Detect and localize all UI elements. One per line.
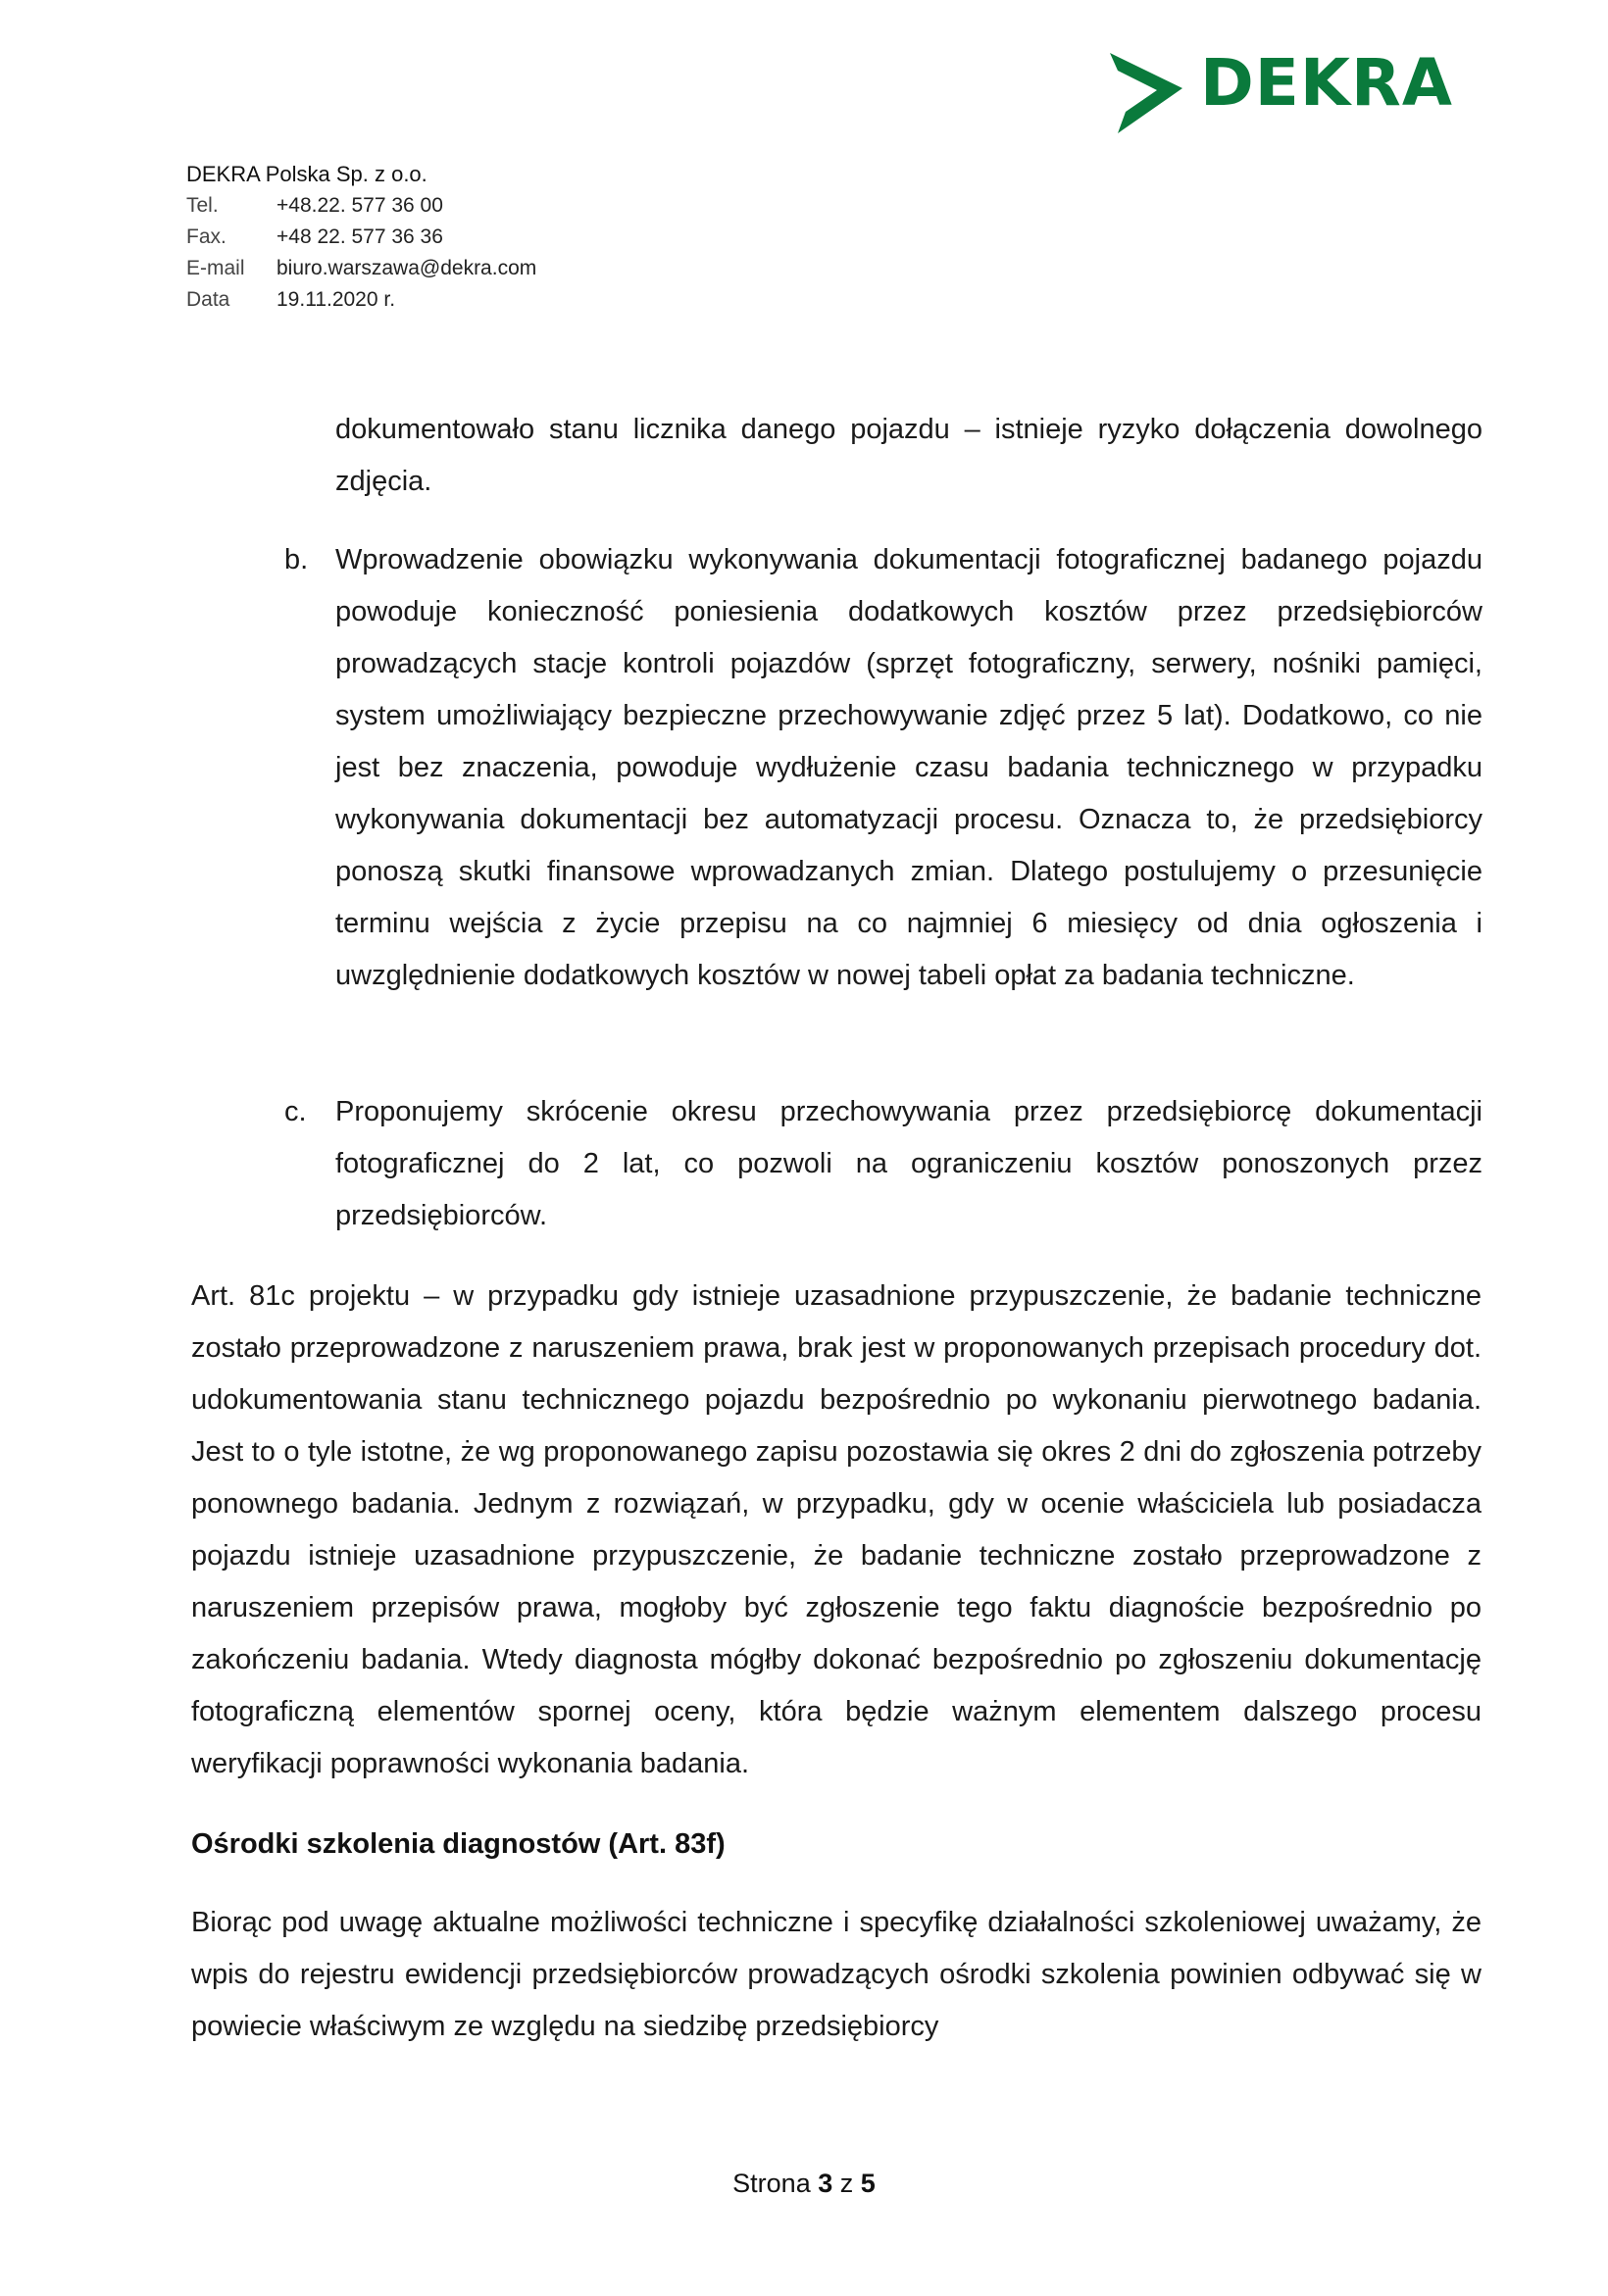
section-heading: Ośrodki szkolenia diagnostów (Art. 83f) [191,1828,726,1860]
contact-row-fax [186,222,536,253]
page-current: 3 [818,2169,833,2198]
list-item-c [284,1086,1482,1242]
contact-row-date [186,284,536,316]
contact-value: +48.22. 577 36 00 [276,194,443,217]
contact-value: +48 22. 577 36 36 [276,225,443,248]
contact-label: Tel. [186,194,219,217]
list-marker: c. [284,1096,307,1127]
list-marker: b. [284,544,309,575]
contact-value: biuro.warszawa@dekra.com [276,257,537,279]
logo-text: DEKRA [1200,45,1453,121]
contact-label: E-mail [186,257,245,279]
page-label: Strona [732,2169,811,2198]
list-item-text: Wprowadzenie obowiązku wykonywania dokumentacji fotograficznej badanego pojazdu powoduje konieczność poniesienia dodatkowych kosztów przez przedsiębiorców prowadzących stacje kontroli pojazdów (sprzęt fotograficzny, serwery, nośniki pamięci, system umożliwiający bezpieczne przechowywanie zdjęć przez 5 lat). Dodatkowo, co nie jest bez znaczenia, powoduje wydłużenie czasu badania technicznego w przypadku wykonywania dokumentacji bez automatyzacji procesu. Oznacza to, że przedsiębiorcy ponoszą skutki finansowe wprowadzanych zmian. Dlatego postulujemy o przesunięcie terminu wejścia z życie przepisu na co najmniej 6 miesięcy od dnia ogłoszenia i uwzględnienie dodatkowych kosztów w nowej tabeli opłat za badania techniczne. [335,544,1482,991]
art81c-paragraph: Art. 81c projektu – w przypadku gdy istnieje uzasadnione przypuszczenie, że badanie techniczne zostało przeprowadzone z naruszeniem prawa, brak jest w proponowanych przepisach procedury dot. udokumentowania stanu technicznego pojazdu bezpośrednio po wykonaniu pierwotnego badania. Jest to o tyle istotne, że wg proponowanego zapisu pozostawia się okres 2 dni do zgłoszenia potrzeby ponownego badania. Jednym z rozwiązań, w przypadku, gdy w ocenie właściciela lub posiadacza pojazdu istnieje uzasadnione przypuszczenie, że badanie techniczne zostało przeprowadzone z naruszeniem przepisów prawa, mogłoby być zgłoszenie tego faktu diagnoście bezpośrednio po zakończeniu badania. Wtedy diagnosta mógłby dokonać bezpośrednio po zgłoszeniu dokumentację fotograficzną elementów spornej oceny, która będzie ważnym elementem dalszego procesu weryfikacji poprawności wykonania badania. [191,1280,1482,1779]
dekra-arrow-icon [1104,49,1192,137]
page-total: 5 [860,2169,876,2198]
list-item-text: Proponujemy skrócenie okresu przechowywania przez przedsiębiorcę dokumentacji fotograficznej do 2 lat, co pozwoli na ograniczeniu kosztów ponoszonych przez przedsiębiorców. [335,1096,1482,1231]
company-name: DEKRA Polska Sp. z o.o. [186,162,427,186]
list-item-b [284,534,1482,1002]
continuation-paragraph [335,404,1482,508]
contact-row-tel [186,190,536,222]
company-info [186,159,536,316]
dekra-logo [1104,45,1453,137]
contact-value: 19.11.2020 r. [276,288,396,311]
contact-row-email [186,253,536,284]
page-separator: z [839,2169,854,2198]
final-paragraph: Biorąc pod uwagę aktualne możliwości techniczne i specyfikę działalności szkoleniowej uważamy, że wpis do rejestru ewidencji przedsiębiorców prowadzących ośrodki szkolenia powinien odbywać się w powiecie właściwym ze względu na siedzibę przedsiębiorcy [191,1907,1482,2042]
page-footer [0,2169,1608,2199]
contact-label: Fax. [186,225,226,248]
contact-label: Data [186,288,230,311]
continuation-text: dokumentowało stanu licznika danego pojazdu – istnieje ryzyko dołączenia dowolnego zdjęcia. [335,414,1482,497]
